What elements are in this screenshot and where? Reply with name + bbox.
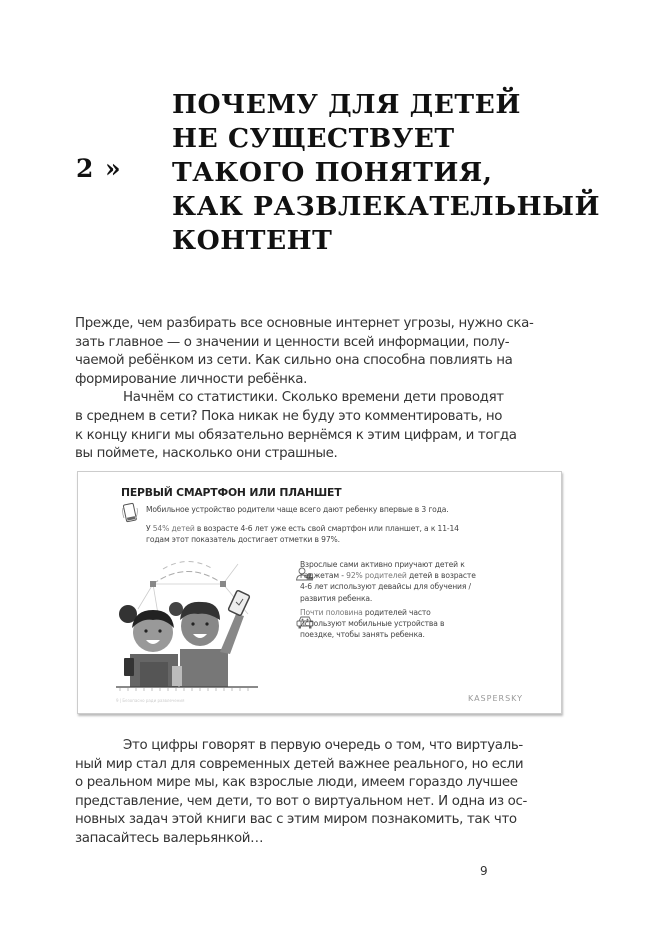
text-line: Начнём со статистики. Сколько времени дети проводят [123,390,504,406]
phone-icon [122,502,138,524]
chapter-title [172,88,612,258]
fact-text: родителей часто [362,608,431,617]
fact-line: поездке, чтобы занять ребенка. [300,630,425,640]
wifi-arc [163,562,213,570]
fact-line: развития ребенка. [300,593,373,603]
text-line: ный мир стал для современных детей важнее реального, но если [75,756,524,772]
floor-ticks [120,688,248,691]
fact-highlight: 54% детей [152,524,195,533]
slide-footer: 9 | Безопасно ради развлечения [116,698,185,703]
kaspersky-logo: KASPERSKY [467,694,523,703]
boy-body [180,649,228,687]
text-line: к концу книги мы обязательно вернёмся к этим цифрам, и тогда [75,427,517,443]
text-line: в среднем в сети? Пока никак не буду это комментировать, но [75,408,503,424]
fact-text: в возрасте 4-6 лет уже есть свой смартфон или планшет, а к 11-14 [194,524,459,533]
title-line: КОНТЕНТ [172,225,333,256]
text-line: формирование личности ребёнка. [75,371,307,387]
page-number: 9 [480,864,488,878]
text-line: о реальном мире мы, как взрослые люди, имеем гораздо лучшее [75,775,518,791]
title-line: НЕ СУЩЕСТВУЕТ [172,123,455,154]
title-line: ТАКОГО ПОНЯТИЯ, [172,157,493,188]
text-line: чаемой ребёнком из сети. Как сильно она способна повлиять на [75,353,513,369]
wifi-arc [153,572,223,585]
fact-text: детей в возрасте [406,571,476,581]
intro-paragraph [75,315,535,464]
text-line: новных задач этой книги вас с этим миром познакомить, так что [75,812,517,828]
title-line: ПОЧЕМУ ДЛЯ ДЕТЕЙ [172,89,521,120]
fact-line: Мобильное устройство родители чаще всего дают ребенку впервые в 3 года. [146,505,449,514]
title-line: КАК РАЗВЛЕКАТЕЛЬНЫЙ [172,191,601,222]
network-node [220,581,226,587]
boy-arm [220,614,244,654]
text-line: представление, чем дети, то вот о виртуальном нет. И одна из ос- [75,793,527,809]
fact-line: используют мобильные устройства в [300,619,445,629]
text-line: вы поймете, насколько они страшные. [75,446,338,462]
fact-highlight: 92% родителей [346,571,407,581]
text-line: зать главное — о значении и ценности всей информации, полу- [75,334,510,350]
boy-hair-spike [169,602,183,616]
fact-travel [300,607,444,641]
text-line: запасайтесь валерьянкой… [75,830,264,846]
fact-line [300,607,444,618]
chapter-arrow: » [105,154,121,183]
girl-overalls [140,662,168,687]
fact-text: гаджетам - [300,571,347,581]
fact-ownership [146,523,459,545]
fact-line: Взрослые сами активно приучают детей к [300,560,465,569]
cup [172,666,182,686]
kids-illustration [108,554,268,692]
fact-text: У [146,524,153,533]
closing-paragraph [75,737,535,849]
fact-line [300,570,476,581]
fact-line: 4-6 лет используют девайсы для обучения / [300,582,471,592]
text-line: Прежде, чем разбирать все основные интернет угрозы, нужно ска- [75,316,534,331]
fact-highlight: Почти половина [300,608,363,617]
infographic-slide [77,471,562,714]
network-node [150,581,156,587]
text-line: Это цифры говорят в первую очередь о том, что виртуаль- [123,738,523,753]
girl-phone [124,658,134,676]
slide-title: ПЕРВЫЙ СМАРТФОН ИЛИ ПЛАНШЕТ [121,486,342,499]
fact-line [146,523,459,534]
fact-line: годам этот показатель достигает отметки в 97%. [146,535,340,545]
fact-parents-teach [300,559,476,604]
fact-first-device [146,504,449,515]
chapter-number: 2 [76,154,94,183]
